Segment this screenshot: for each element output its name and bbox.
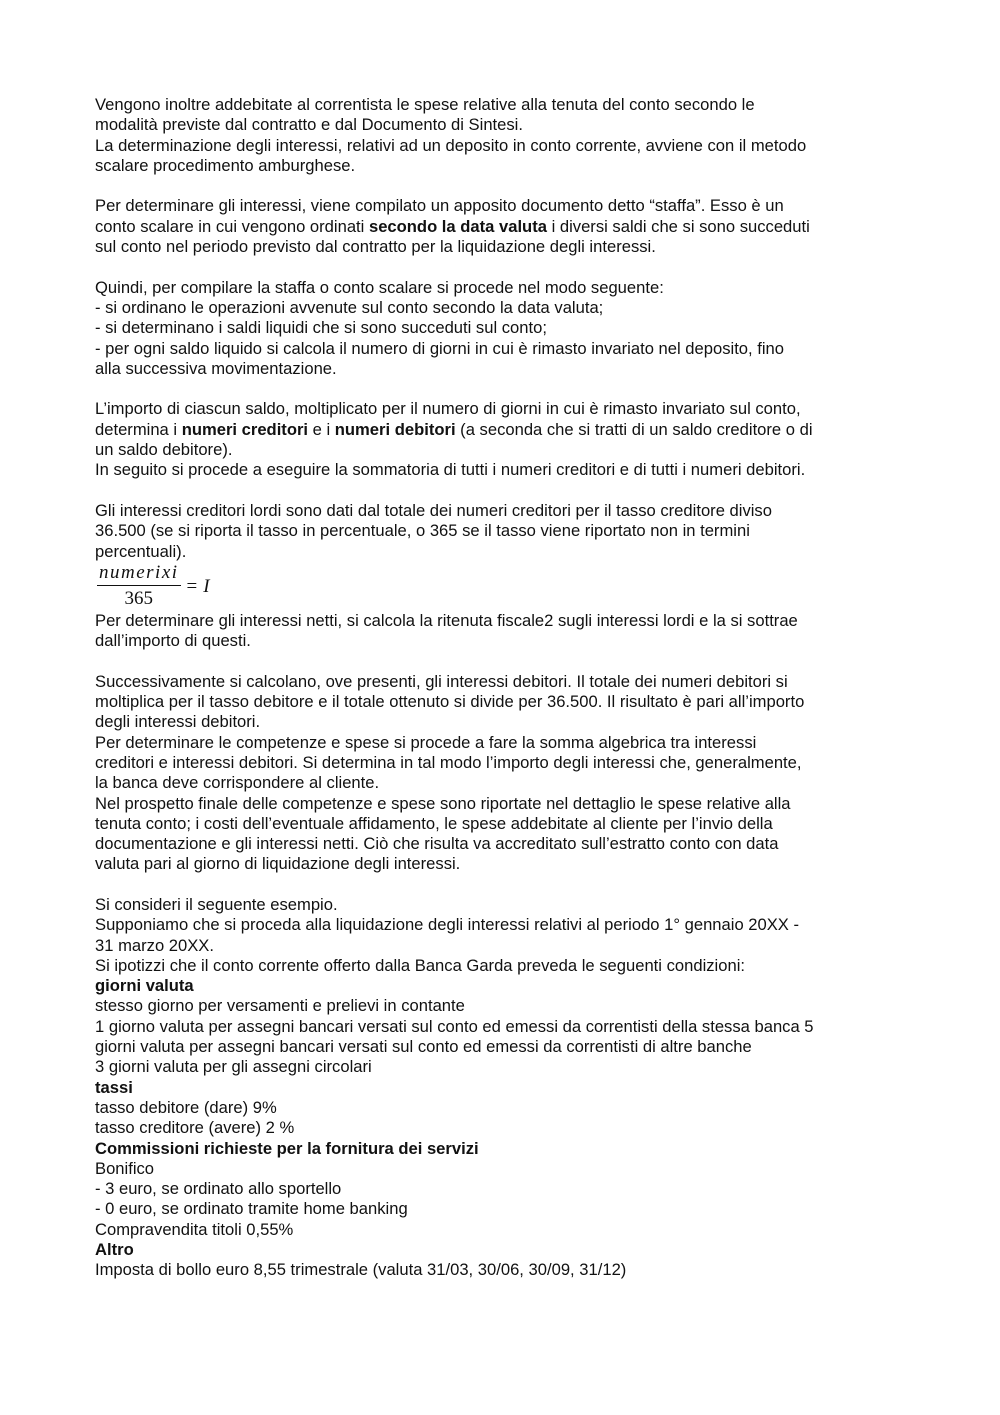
text-line: Bonifico — [95, 1158, 155, 1178]
text-line: stesso giorno per versamenti e prelievi in contante — [95, 996, 465, 1016]
text-line: percentuali). — [95, 541, 187, 561]
text-line: giorni valuta per assegni bancari versati sul conto ed emessi da correntisti di altre banche — [95, 1037, 752, 1057]
paragraph-interessi-lordi — [95, 501, 907, 562]
text-line: 3 giorni valuta per gli assegni circolari — [95, 1057, 372, 1077]
formula-result: I — [203, 575, 210, 597]
list-item: - 0 euro, se ordinato tramite home banking — [95, 1199, 408, 1219]
paragraph-spacer — [95, 651, 907, 671]
list-item: - si ordinano le operazioni avvenute sul conto secondo la data valuta; — [95, 297, 604, 317]
section-heading-tassi: tassi — [95, 1077, 133, 1097]
text-line: L’importo di ciascun saldo, moltiplicato per il numero di giorni in cui è rimasto invariato sul conto, — [95, 399, 801, 419]
paragraph-intro — [95, 95, 907, 176]
paragraph-numeri — [95, 399, 907, 480]
text-line: moltiplica per il tasso debitore e il totale ottenuto si divide per 36.500. Il risultato è pari all’importo — [95, 692, 805, 712]
section-heading-giorni-valuta: giorni valuta — [95, 976, 194, 996]
text-span: i diversi saldi che si sono succeduti — [546, 216, 810, 236]
section-heading-commissioni: Commissioni richieste per la fornitura dei servizi — [95, 1138, 479, 1158]
interest-formula — [97, 564, 907, 610]
text-line: scalare procedimento amburghese. — [95, 155, 356, 175]
text-span: determina i — [95, 419, 182, 439]
text-line: tasso debitore (dare) 9% — [95, 1097, 277, 1117]
text-line: La determinazione degli interessi, relativi ad un deposito in conto corrente, avviene con il metodo — [95, 135, 807, 155]
text-line: un saldo debitore). — [95, 440, 233, 460]
formula-numerator: numerixi — [97, 563, 181, 586]
text-line: Supponiamo che si proceda alla liquidazione degli interessi relativi al periodo 1° gennaio 20XX - — [95, 915, 800, 935]
text-line: Si consideri il seguente esempio. — [95, 894, 338, 914]
paragraph-staffa — [95, 196, 907, 257]
text-line: modalità previste dal contratto e dal Documento di Sintesi. — [95, 115, 523, 135]
bold-text: secondo la data valuta — [368, 216, 547, 236]
text-line: Nel prospetto finale delle competenze e spese sono riportate nel dettaglio le spese relative alla — [95, 793, 791, 813]
list-item: - per ogni saldo liquido si calcola il numero di giorni in cui è rimasto invariato nel deposito, fino — [95, 338, 785, 358]
paragraph-interessi-netti — [95, 611, 907, 652]
text-line: Vengono inoltre addebitate al correntista le spese relative alla tenuta del conto secondo le — [95, 95, 755, 114]
text-line: Gli interessi creditori lordi sono dati dal totale dei numeri creditori per il tasso creditore diviso — [95, 500, 772, 520]
paragraph-spacer — [95, 379, 907, 399]
formula-fraction — [97, 563, 181, 610]
text-line: documentazione e gli interessi netti. Ciò che risulta va accreditato sull’estratto conto con data — [95, 834, 779, 854]
text-line: tenuta conto; i costi dell’eventuale affidamento, le spese addebitate al cliente per l’invio della — [95, 813, 773, 833]
text-line: sul conto nel periodo previsto dal contratto per la liquidazione degli interessi. — [95, 237, 656, 257]
text-line: alla successiva movimentazione. — [95, 358, 337, 378]
paragraph-spacer — [95, 257, 907, 277]
text-line: degli interessi debitori. — [95, 712, 261, 732]
text-line: Imposta di bollo euro 8,55 trimestrale (valuta 31/03, 30/06, 30/09, 31/12) — [95, 1260, 627, 1280]
paragraph-spacer — [95, 481, 907, 501]
text-line: dall’importo di questi. — [95, 631, 251, 651]
text-line: la banca deve corrispondere al cliente. — [95, 773, 380, 793]
text-line: Per determinare gli interessi netti, si calcola la ritenuta fiscale2 sugli interessi lordi e la si sottrae — [95, 610, 798, 630]
text-line: In seguito si procede a eseguire la sommatoria di tutti i numeri creditori e di tutti i numeri debitori. — [95, 460, 806, 480]
text-line: Successivamente si calcolano, ove presenti, gli interessi debitori. Il totale dei numeri debitori si — [95, 671, 788, 691]
text-line: 1 giorno valuta per assegni bancari versati sul conto ed emessi da correntisti della stessa banca 5 — [95, 1016, 814, 1036]
paragraph-procedure — [95, 278, 907, 379]
text-line: Per determinare gli interessi, viene compilato un apposito documento detto “staffa”. Esso è un — [95, 196, 784, 216]
text-line: Si ipotizzi che il conto corrente offerto dalla Banca Garda preveda le seguenti condizioni: — [95, 955, 746, 975]
formula-denominator: 365 — [124, 588, 154, 610]
list-item: - 3 euro, se ordinato allo sportello — [95, 1179, 342, 1199]
text-line: Compravendita titoli 0,55% — [95, 1219, 294, 1239]
document-body — [95, 95, 907, 1281]
paragraph-interessi-debitori — [95, 672, 907, 875]
paragraph-spacer — [95, 875, 907, 895]
text-line: 36.500 (se si riporta il tasso in percentuale, o 365 se il tasso viene riportato non in termini — [95, 521, 750, 541]
text-line: tasso creditore (avere) 2 % — [95, 1118, 295, 1138]
text-line: 31 marzo 20XX. — [95, 935, 214, 955]
formula-equals: = — [186, 575, 198, 597]
section-heading-altro: Altro — [95, 1240, 134, 1260]
text-line: Quindi, per compilare la staffa o conto scalare si procede nel modo seguente: — [95, 277, 664, 297]
text-line: Per determinare le competenze e spese si procede a fare la somma algebrica tra interessi — [95, 732, 757, 752]
text-span: e i — [308, 419, 335, 439]
text-span: conto scalare in cui vengono ordinati — [95, 216, 369, 236]
bold-text: numeri creditori — [181, 419, 309, 439]
text-line — [95, 217, 907, 237]
text-span: (a seconda che si tratti di un saldo creditore o di — [455, 419, 813, 439]
paragraph-esempio — [95, 895, 907, 1281]
paragraph-spacer — [95, 176, 907, 196]
text-line: valuta pari al giorno di liquidazione degli interessi. — [95, 854, 461, 874]
text-line: creditori e interessi debitori. Si determina in tal modo l’importo degli interessi che, generalmente, — [95, 752, 802, 772]
list-item: - si determinano i saldi liquidi che si sono succeduti sul conto; — [95, 318, 547, 338]
text-line — [95, 420, 907, 440]
bold-text: numeri debitori — [334, 419, 456, 439]
